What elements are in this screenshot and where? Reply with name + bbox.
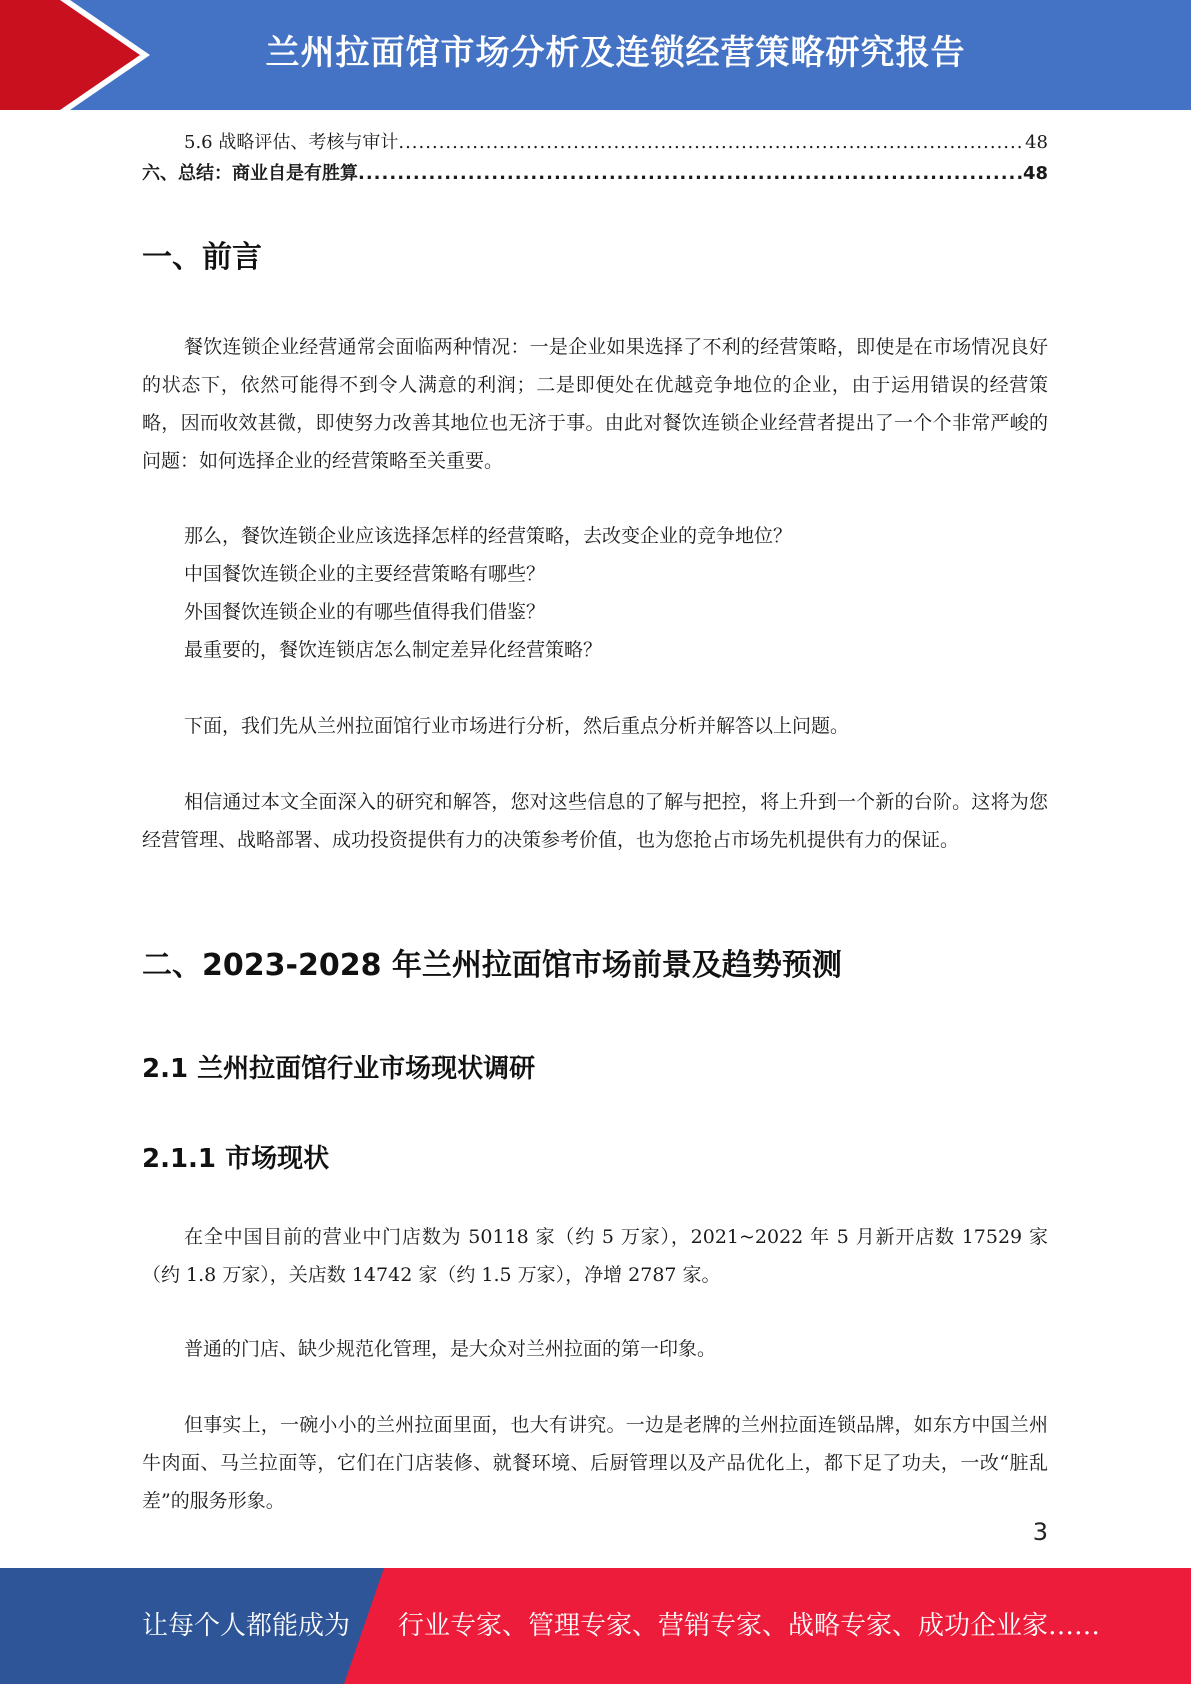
page-number: 3: [1032, 1518, 1048, 1546]
header-title: 兰州拉面馆市场分析及连锁经营策略研究报告: [265, 33, 966, 73]
question-item: 外国餐饮连锁企业的有哪些值得我们借鉴？: [184, 601, 546, 623]
paragraph: 下面，我们先从兰州拉面馆行业市场进行分析，然后重点分析并解答以上问题。: [184, 715, 850, 737]
section-heading-forecast: 二、2023-2028 年兰州拉面馆市场前景及趋势预测: [142, 948, 842, 983]
section-heading-preface: 一、前言: [142, 240, 262, 275]
page-header: [0, 0, 1191, 110]
footer-slogan-right: 行业专家、管理专家、营销专家、战略专家、成功企业家……: [398, 1611, 1101, 1641]
toc-entry-page: 48: [1022, 163, 1048, 184]
toc-entry-page: 48: [1025, 132, 1048, 153]
toc-entry[interactable]: [142, 128, 1048, 158]
toc-entry-label: 5.6 战略评估、考核与审计: [184, 132, 399, 153]
toc-entry-label: 六、总结：商业自是有胜算: [142, 163, 358, 184]
toc-leader-dots: [358, 159, 1023, 189]
toc-entry[interactable]: [142, 159, 1048, 189]
paragraph: 在全中国目前的营业中门店数为 50118 家（约 5 万家），2021~2022 年 5 月新开店数 17529 家（约 1.8 万家），关店数 14742 家（约 1.5 万家），净增 2787 家。: [142, 1226, 1048, 1286]
question-item: 那么，餐饮连锁企业应该选择怎样的经营策略，去改变企业的竞争地位？: [184, 525, 793, 547]
paragraph: 但事实上，一碗小小的兰州拉面里面，也大有讲究。一边是老牌的兰州拉面连锁品牌，如东方中国兰州牛肉面、马兰拉面等，它们在门店装修、就餐环境、后厨管理以及产品优化上，都下足了功夫，一改“脏乱差”的服务形象。: [142, 1414, 1048, 1512]
toc-leader-dots: [398, 128, 1025, 158]
footer-slogan-left: 让每个人都能成为: [142, 1611, 351, 1641]
question-item: 最重要的，餐饮连锁店怎么制定差异化经营策略？: [184, 639, 603, 661]
question-item: 中国餐饮连锁企业的主要经营策略有哪些？: [184, 563, 546, 585]
paragraph: 餐饮连锁企业经营通常会面临两种情况：一是企业如果选择了不利的经营策略，即使是在市场情况良好的状态下，依然可能得不到令人满意的利润；二是即便处在优越竞争地位的企业，由于运用错误的经营策略，因而收效甚微，即使努力改善其地位也无济于事。由此对餐饮连锁企业经营者提出了一个个非常严峻的问题：如何选择企业的经营策略至关重要。: [142, 336, 1048, 472]
paragraph: 普通的门店、缺少规范化管理，是大众对兰州拉面的第一印象。: [184, 1338, 717, 1360]
subsection-heading: 2.1 兰州拉面馆行业市场现状调研: [142, 1054, 536, 1084]
subsubsection-heading: 2.1.1 市场现状: [142, 1144, 330, 1174]
page-footer: [0, 1568, 1191, 1684]
paragraph: 相信通过本文全面深入的研究和解答，您对这些信息的了解与把控，将上升到一个新的台阶。这将为您经营管理、战略部署、成功投资提供有力的决策参考价值，也为您抢占市场先机提供有力的保证。: [142, 791, 1048, 851]
